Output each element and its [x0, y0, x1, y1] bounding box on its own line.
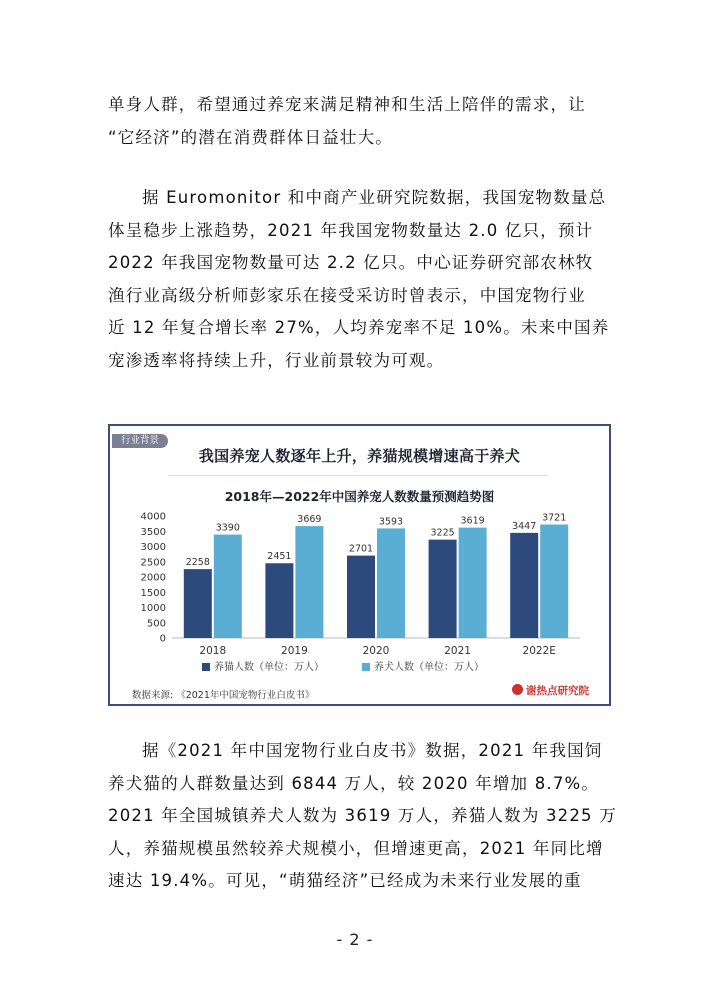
text-line: 据 Euromonitor 和中商产业研究院数据，我国宠物数量总: [142, 188, 607, 207]
data-label: 3447: [512, 520, 537, 532]
legend-label: 养猫人数（单位：万人）: [214, 662, 324, 673]
bar-dog: [295, 526, 323, 638]
publisher-logo: [512, 683, 589, 698]
text-line: 单身人群，希望通过养宠来满足精神和生活上陪伴的需求，让: [108, 95, 586, 114]
y-tick-label: 1000: [140, 603, 166, 614]
logo-text: 谢热点研究院: [526, 685, 589, 697]
y-tick-label: 3000: [140, 542, 166, 553]
text-line: “它经济”的潜在消费群体日益壮大。: [108, 127, 393, 147]
bar-dog: [459, 528, 487, 638]
data-label: 2258: [185, 557, 210, 569]
figure-headline: 我国养宠人数逐年上升，养猫规模增速高于养犬: [198, 447, 521, 465]
text-line: 2022 年我国宠物数量可达 2.2 亿只。中心证券研究部农林牧: [108, 253, 594, 272]
text-line: 据《2021 年中国宠物行业白皮书》数据，2021 年我国饲: [142, 741, 603, 760]
legend-label: 养犬人数（单位：万人）: [374, 662, 484, 673]
text-line: 渔行业高级分析师彭家乐在接受采访时曾表示，中国宠物行业: [108, 285, 586, 305]
data-label: 3390: [215, 522, 240, 534]
data-label: 3225: [430, 527, 455, 539]
data-label: 3669: [297, 514, 322, 526]
x-tick-label: 2018: [199, 645, 227, 657]
y-tick-label: 1500: [140, 587, 166, 599]
chart-title: 2018年—2022年中国养宠人数数量预测趋势图: [224, 489, 495, 504]
chart-figure: [108, 424, 611, 706]
y-tick-label: 2000: [140, 572, 166, 584]
bar-cat: [510, 533, 538, 638]
bar-cat: [184, 569, 212, 638]
bar-chart: [110, 426, 609, 704]
data-label: 2451: [267, 551, 292, 563]
text-line: 2021 年全国城镇养犬人数为 3619 万人，养猫人数为 3225 万: [108, 806, 617, 825]
legend-swatch: [362, 663, 370, 671]
page-number: - 2 -: [336, 930, 374, 949]
bar-cat: [429, 540, 457, 638]
y-tick-label: 4000: [140, 511, 166, 523]
text-line: 速达 19.4%。可见，“萌猫经济”已经成为未来行业发展的重: [108, 871, 582, 890]
text-line: 近 12 年复合增长率 27%，人均养宠率不足 10%。未来中国养: [108, 318, 610, 337]
x-tick-label: 2021: [444, 645, 471, 657]
data-label: 3593: [378, 516, 404, 528]
text-line: 养犬猫的人群数量达到 6844 万人，较 2020 年增加 8.7%。: [108, 773, 600, 793]
y-tick-label: 500: [146, 618, 166, 630]
bar-dog: [540, 525, 568, 638]
text-line: 人，养猫规模虽然较养犬规模小，但增速更高，2021 年同比增: [108, 838, 604, 858]
bar-dog: [214, 535, 242, 638]
text-line: 宠渗透率将持续上升，行业前景较为可观。: [108, 350, 445, 370]
data-label: 3721: [542, 512, 567, 524]
bar-cat: [265, 563, 293, 638]
y-tick-label: 0: [159, 633, 166, 645]
y-tick-label: 2500: [140, 557, 166, 569]
paragraph-2: [108, 182, 608, 377]
x-tick-label: 2020: [362, 645, 390, 657]
x-tick-label: 2019: [281, 645, 308, 657]
y-tick-label: 3500: [140, 526, 166, 538]
paragraph-3: [108, 735, 617, 898]
data-label: 2701: [348, 543, 374, 555]
bar-cat: [347, 556, 375, 638]
text-line: 体呈稳步上涨趋势，2021 年我国宠物数量达 2.0 亿只，预计: [108, 220, 594, 240]
data-label: 3619: [460, 515, 485, 527]
source-note: 数据来源: 《2021年中国宠物行业白皮书》: [132, 690, 315, 701]
category-tag: 行业背景: [112, 434, 168, 448]
bar-dog: [377, 528, 405, 638]
paragraph-1: [108, 89, 608, 154]
logo-icon: [512, 684, 523, 695]
legend-swatch: [202, 663, 210, 671]
x-tick-label: 2022E: [522, 645, 556, 657]
